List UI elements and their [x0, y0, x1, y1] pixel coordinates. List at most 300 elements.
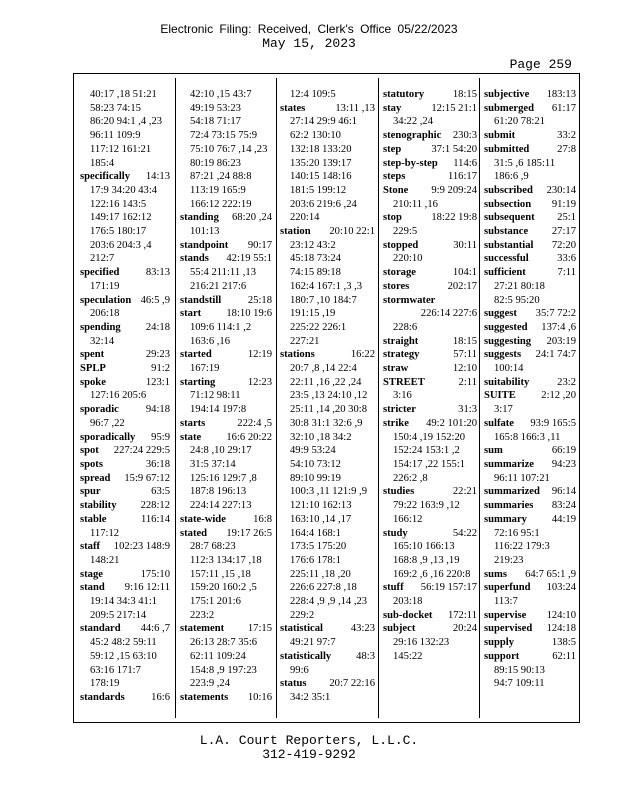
page-line-refs: 23:5 ,13 24:10 ,12: [290, 390, 368, 402]
index-term: stricter: [383, 404, 416, 416]
index-term: standpoint: [180, 239, 229, 251]
index-entry: [80, 691, 170, 705]
page-line-refs: 23:12 43:2: [290, 239, 336, 251]
index-entry: [484, 266, 576, 307]
index-entry: [80, 88, 170, 170]
index-entry: [383, 88, 477, 102]
index-entry: [80, 376, 170, 403]
index-entry: [80, 321, 170, 348]
page-line-refs: 49:9 53:24: [290, 445, 336, 457]
page-line-refs: 227:21: [290, 335, 320, 347]
index-term: spent: [80, 349, 105, 361]
page-line-refs: 166:12 222:19: [190, 198, 252, 210]
page-line-refs: 49:2 101:20: [426, 417, 477, 429]
page-line-refs: 26:13 28:7 35:6: [190, 637, 258, 649]
index-term: subscribed: [484, 184, 533, 196]
page-line-refs: 35:7 72:2: [535, 308, 576, 320]
index-entry: [80, 266, 170, 293]
page-line-refs: 96:14: [551, 486, 576, 498]
page-line-refs: 25:11 ,14 ,20 30:8: [290, 404, 368, 416]
page-line-refs: 101:13: [190, 226, 220, 238]
index-term: spending: [80, 321, 121, 333]
page-line-refs: 152:24 153:1 ,2: [393, 445, 460, 457]
index-entry: [180, 527, 272, 623]
page-line-refs: 66:19: [551, 445, 576, 457]
index-term: stores: [383, 280, 410, 292]
page-number: Page 259: [509, 57, 572, 72]
page-line-refs: 117:12 161:21: [90, 143, 152, 155]
index-term: sporadic: [80, 404, 119, 416]
page-line-refs: 57:11: [453, 349, 477, 361]
index-entry: [383, 362, 477, 376]
index-entry: [180, 294, 272, 308]
page-line-refs: 123:1: [145, 376, 170, 388]
page-line-refs: 90:17: [247, 239, 272, 251]
column-divider: [276, 78, 277, 718]
index-entry: [484, 389, 576, 416]
page-line-refs: 228:4 ,9 ,9 ,14 ,23: [290, 596, 368, 608]
page-line-refs: 58:23 74:15: [90, 102, 141, 114]
page-line-refs: 12:15 21:1: [431, 102, 477, 114]
page-line-refs: 157:11 ,15 ,18: [190, 568, 251, 580]
page-line-refs: 18:15: [452, 89, 477, 100]
index-entry: [383, 170, 477, 184]
page-line-refs: 223:9 ,24: [190, 678, 231, 690]
page-line-refs: 91:19: [551, 198, 576, 210]
index-column-5: [484, 88, 576, 691]
page-line-refs: 43:23: [350, 623, 375, 635]
page-line-refs: 2:12 ,20: [541, 390, 576, 402]
index-term: speculation: [80, 294, 132, 306]
index-term: specifically: [80, 171, 131, 183]
index-entry: [484, 348, 576, 375]
page-line-refs: 32:14: [90, 335, 115, 347]
index-term: stopped: [383, 239, 419, 251]
page-line-refs: 12:23: [247, 376, 272, 388]
page-line-refs: 226:14 227:6: [420, 308, 477, 320]
page-line-refs: 96:11 107:21: [494, 472, 550, 484]
page-line-refs: 3:16: [393, 390, 412, 402]
page-line-refs: 31:5 37:14: [190, 458, 236, 470]
page-line-refs: 17:9 34:20 43:4: [90, 184, 158, 196]
index-entry: [80, 348, 170, 362]
page-line-refs: 18:22 19:8: [431, 212, 477, 224]
page-line-refs: 94:7 109:11: [494, 678, 545, 690]
page-line-refs: 82:5 95:20: [494, 294, 540, 306]
index-term: starting: [180, 376, 216, 388]
index-entry: [484, 143, 576, 184]
page-line-refs: 124:10: [546, 609, 576, 621]
index-entry: [80, 294, 170, 321]
index-entry: [484, 499, 576, 513]
page-line-refs: 180:7 ,10 184:7: [290, 294, 357, 306]
page-line-refs: 12:10: [452, 363, 477, 375]
index-entry: [484, 335, 576, 349]
index-term: sum: [484, 445, 503, 457]
index-entry: [280, 225, 375, 348]
page-line-refs: 30:11: [453, 239, 477, 251]
index-term: summarized: [484, 486, 540, 498]
index-term: step: [383, 143, 402, 155]
page-line-refs: 89:15 90:13: [494, 664, 545, 676]
page-line-refs: 23:2: [557, 376, 576, 388]
index-term: subsection: [484, 198, 532, 210]
index-entry: [484, 376, 576, 390]
index-entry: [484, 458, 576, 485]
index-entry: [484, 211, 576, 225]
index-entry: [180, 691, 272, 705]
index-entry: [180, 417, 272, 431]
index-term: support: [484, 650, 520, 662]
index-term: straight: [383, 335, 419, 347]
page-line-refs: 227:24 229:5: [113, 445, 170, 457]
index-term: spread: [80, 472, 111, 484]
index-term: summary: [484, 513, 527, 525]
index-term: summarize: [484, 458, 535, 470]
page-line-refs: 176:5 180:17: [90, 226, 147, 238]
transcript-date: May 15, 2023: [262, 36, 356, 51]
column-divider: [175, 78, 176, 718]
index-entry: [383, 143, 477, 157]
page-line-refs: 124:18: [546, 623, 576, 635]
page-line-refs: 31:5 ,6 185:11: [494, 157, 556, 169]
index-term: statistical: [280, 623, 323, 635]
page-line-refs: 114:6: [453, 157, 477, 169]
index-column-3: [280, 88, 375, 705]
page-line-refs: 54:10 73:12: [290, 458, 341, 470]
page-line-refs: 210:11 ,16: [393, 198, 438, 210]
page-line-refs: 3:17: [494, 404, 513, 416]
index-entry: [383, 211, 477, 238]
index-term: stations: [280, 349, 315, 361]
index-term: spur: [80, 486, 101, 498]
index-entry: [383, 129, 477, 143]
page-line-refs: 62:2 130:10: [290, 130, 341, 142]
page-line-refs: 93:9 165:5: [530, 417, 576, 429]
index-entry: [383, 348, 477, 362]
page-line-refs: 165:10 166:13: [393, 541, 455, 553]
page-line-refs: 116:22 179:3: [494, 541, 550, 553]
page-line-refs: 48:3: [356, 650, 375, 662]
page-line-refs: 91:2: [151, 363, 170, 375]
page-line-refs: 72:16 95:1: [494, 527, 540, 539]
index-entry: [180, 239, 272, 253]
page-line-refs: 135:20 139:17: [290, 157, 352, 169]
index-term: standing: [180, 212, 219, 224]
page-line-refs: 229:5: [393, 226, 418, 238]
index-term: submit: [484, 130, 516, 142]
page-line-refs: 113:19 165:9: [190, 184, 246, 196]
index-entry: [484, 568, 576, 582]
index-entry: [280, 650, 375, 677]
page-line-refs: 56:19 157:17: [420, 582, 477, 594]
page-line-refs: 64:7 65:1 ,9: [525, 568, 576, 580]
page-line-refs: 24:1 74:7: [535, 349, 576, 361]
page-line-refs: 100:14: [494, 363, 524, 375]
page-line-refs: 20:7 ,8 ,14 22:4: [290, 363, 357, 375]
index-column-2: [180, 88, 272, 705]
index-term: states: [280, 102, 306, 114]
page-line-refs: 12:4 109:5: [290, 89, 336, 100]
index-term: suggest: [484, 308, 517, 320]
page-line-refs: 62:11 109:24: [190, 650, 246, 662]
index-entry: [383, 266, 477, 280]
page-line-refs: 59:12 ,15 63:10: [90, 650, 157, 662]
index-box: [73, 73, 580, 723]
page-line-refs: 102:23 148:9: [113, 541, 170, 553]
page-line-refs: 10:16: [247, 691, 272, 703]
page-line-refs: 228:6: [393, 321, 418, 333]
page-line-refs: 203:18: [393, 596, 423, 608]
index-entry: [180, 252, 272, 293]
index-term: stable: [80, 513, 107, 525]
index-entry: [383, 102, 477, 129]
page-line-refs: 32:10 ,18 34:2: [290, 431, 352, 443]
index-entry: [383, 581, 477, 608]
page-line-refs: 13:11 ,13: [335, 102, 375, 114]
page-line-refs: 16:8: [253, 513, 272, 525]
page-line-refs: 228:12: [140, 500, 170, 512]
page-line-refs: 31:3: [458, 404, 477, 416]
page-line-refs: 209:5 217:14: [90, 609, 147, 621]
page-line-refs: 18:15: [452, 335, 477, 347]
page-line-refs: 226:6 227:8 ,18: [290, 582, 357, 594]
page-line-refs: 24:8 ,10 29:17: [190, 445, 252, 457]
page-line-refs: 181:5 199:12: [290, 184, 347, 196]
index-term: strategy: [383, 349, 420, 361]
page-line-refs: 44:6 ,7: [140, 623, 170, 635]
index-term: station: [280, 226, 311, 238]
page-line-refs: 220:14: [290, 212, 320, 224]
page-line-refs: 27:17: [551, 226, 576, 238]
page-line-refs: 132:18 133:20: [290, 143, 352, 155]
page-line-refs: 173:5 175:20: [290, 541, 347, 553]
page-line-refs: 18:10 19:6: [226, 308, 272, 320]
page-line-refs: 74:15 89:18: [290, 267, 341, 279]
page-line-refs: 219:23: [494, 554, 524, 566]
page-line-refs: 54:18 71:17: [190, 116, 241, 128]
index-term: subsequent: [484, 212, 535, 224]
page-line-refs: 45:18 73:24: [290, 253, 341, 265]
index-term: study: [383, 527, 408, 539]
index-entry: [80, 485, 170, 499]
page-line-refs: 33:2: [557, 130, 576, 142]
page-line-refs: 166:12: [393, 513, 423, 525]
index-entry: [280, 102, 375, 225]
index-entry: [484, 444, 576, 458]
index-entry: [484, 650, 576, 691]
index-entry: [80, 581, 170, 622]
index-term: substantial: [484, 239, 534, 251]
index-term: start: [180, 308, 202, 320]
page-line-refs: 171:19: [90, 280, 120, 292]
page-line-refs: 186:6 ,9: [494, 171, 529, 183]
page-line-refs: 224:14 227:13: [190, 500, 252, 512]
page-line-refs: 20:7 22:16: [329, 678, 375, 690]
page-line-refs: 25:18: [247, 294, 272, 306]
page-line-refs: 127:16 205:6: [90, 390, 147, 402]
index-term: step-by-step: [383, 157, 438, 169]
page-line-refs: 34:22 ,24: [393, 116, 434, 128]
page-line-refs: 112:3 134:17 ,18: [190, 554, 262, 566]
index-entry: [180, 211, 272, 238]
page-line-refs: 169:2 ,6 ,16 220:8: [393, 568, 471, 580]
page-line-refs: 86:20 94:1 ,4 ,23: [90, 116, 163, 128]
index-term: SPLP: [80, 363, 106, 375]
page-line-refs: 12:19: [247, 349, 272, 361]
page-line-refs: 226:2 ,8: [393, 472, 428, 484]
page-line-refs: 87:21 ,24 88:8: [190, 171, 252, 183]
index-entry: [280, 88, 375, 102]
page-line-refs: 27:21 80:18: [494, 280, 545, 292]
index-entry: [280, 677, 375, 704]
index-entry: [383, 485, 477, 526]
page-line-refs: 229:2: [290, 609, 315, 621]
index-entry: [484, 252, 576, 266]
page-line-refs: 62:11: [552, 650, 576, 662]
index-term: stenographic: [383, 130, 442, 142]
index-entry: [180, 348, 272, 375]
index-term: submerged: [484, 102, 535, 114]
page-line-refs: 7:11: [557, 267, 576, 279]
page-line-refs: 49:21 97:7: [290, 637, 336, 649]
index-entry: [484, 609, 576, 623]
column-divider: [378, 78, 379, 718]
page-line-refs: 28:7 68:23: [190, 541, 236, 553]
index-term: substance: [484, 226, 529, 238]
index-entry: [484, 129, 576, 143]
page-line-refs: 22:11 ,16 ,22 ,24: [290, 376, 362, 388]
index-term: stuff: [383, 582, 404, 594]
page-line-refs: 109:6 114:1 ,2: [190, 321, 252, 333]
page-line-refs: 183:13: [546, 89, 576, 100]
index-entry: [484, 581, 576, 608]
index-term: stop: [383, 212, 402, 224]
index-term: supervised: [484, 623, 533, 635]
index-term: submitted: [484, 143, 530, 155]
page-line-refs: 203:6 219:6 ,24: [290, 198, 357, 210]
index-entry: [484, 513, 576, 568]
index-term: standard: [80, 623, 121, 635]
index-entry: [484, 184, 576, 198]
index-entry: [484, 307, 576, 321]
index-entry: [383, 527, 477, 582]
page-line-refs: 172:11: [447, 609, 477, 621]
page-line-refs: 94:18: [145, 404, 170, 416]
index-entry: [484, 622, 576, 636]
page-line-refs: 175:1 201:6: [190, 596, 241, 608]
page-line-refs: 162:4 167:1 ,3 ,3: [290, 280, 363, 292]
page-line-refs: 140:15 148:16: [290, 171, 352, 183]
index-entry: [484, 485, 576, 499]
page-line-refs: 79:22 163:9 ,12: [393, 500, 460, 512]
index-entry: [383, 294, 477, 335]
index-term: state-wide: [180, 513, 226, 525]
page-line-refs: 16:22: [350, 349, 375, 361]
index-entry: [383, 280, 477, 294]
page-line-refs: 9:16 12:11: [124, 582, 170, 594]
page-line-refs: 159:20 160:2 ,5: [190, 582, 257, 594]
index-term: state: [180, 431, 202, 443]
index-term: suggested: [484, 321, 528, 333]
index-term: studies: [383, 486, 415, 498]
page-line-refs: 122:16 143:5: [90, 198, 147, 210]
index-entry: [80, 458, 170, 472]
index-term: statements: [180, 691, 229, 703]
page-line-refs: 46:5 ,9: [140, 294, 170, 306]
index-term: standstill: [180, 294, 222, 306]
page-line-refs: 191:15 ,19: [290, 308, 336, 320]
index-entry: [80, 431, 170, 445]
page-line-refs: 22:21: [452, 486, 477, 498]
page-line-refs: 138:5: [551, 637, 576, 649]
index-term: specified: [80, 267, 120, 279]
column-divider: [479, 78, 480, 718]
page-line-refs: 164:4 168:1: [290, 527, 341, 539]
index-term: stability: [80, 500, 117, 512]
page-line-refs: 49:19 53:23: [190, 102, 241, 114]
index-entry: [383, 609, 477, 623]
index-term: spots: [80, 458, 103, 470]
index-term: stay: [383, 102, 402, 114]
page-line-refs: 63:5: [151, 486, 170, 498]
page-line-refs: 117:12: [90, 527, 120, 539]
page-line-refs: 99:6: [290, 664, 309, 676]
page-line-refs: 83:13: [145, 267, 170, 279]
page-line-refs: 20:24: [452, 623, 477, 635]
index-term: steps: [383, 171, 406, 183]
index-term: subjective: [484, 89, 530, 100]
page-line-refs: 25:1: [557, 212, 576, 224]
index-entry: [80, 622, 170, 691]
index-entry: [484, 239, 576, 253]
index-entry: [80, 499, 170, 513]
page-line-refs: 27:8: [557, 143, 576, 155]
page-line-refs: 83:24: [551, 500, 576, 512]
index-term: strike: [383, 417, 409, 429]
page-line-refs: 80:19 86:23: [190, 157, 241, 169]
filing-stamp: Electronic Filing: Received, Clerk's Office 05/22/2023: [160, 22, 458, 36]
index-term: stated: [180, 527, 208, 539]
page-line-refs: 178:19: [90, 678, 120, 690]
page-line-refs: 176:6 178:1: [290, 554, 341, 566]
index-term: summaries: [484, 500, 534, 512]
page-line-refs: 75:10 76:7 ,14 ,23: [190, 143, 268, 155]
index-term: suggesting: [484, 335, 532, 347]
page-line-refs: 34:2 35:1: [290, 691, 331, 703]
page-line-refs: 16:6 20:22: [226, 431, 272, 443]
index-term: SUITE: [484, 390, 516, 402]
index-term: sporadically: [80, 431, 136, 443]
index-term: supervise: [484, 609, 527, 621]
page-line-refs: 42:10 ,15 43:7: [190, 89, 252, 100]
index-term: started: [180, 349, 212, 361]
index-term: superfund: [484, 582, 531, 594]
page-line-refs: 44:19: [551, 513, 576, 525]
page-line-refs: 225:11 ,18 ,20: [290, 568, 351, 580]
page-line-refs: 113:7: [494, 596, 518, 608]
page-line-refs: 16:6: [151, 691, 170, 703]
page-line-refs: 68:20 ,24: [231, 212, 272, 224]
index-entry: [383, 403, 477, 417]
page-line-refs: 94:23: [551, 458, 576, 470]
index-entry: [484, 321, 576, 335]
page-line-refs: 150:4 ,19 152:20: [393, 431, 466, 443]
index-term: subject: [383, 623, 416, 635]
page-line-refs: 116:17: [447, 171, 477, 183]
page-line-refs: 230:14: [546, 184, 576, 196]
index-entry: [180, 431, 272, 513]
